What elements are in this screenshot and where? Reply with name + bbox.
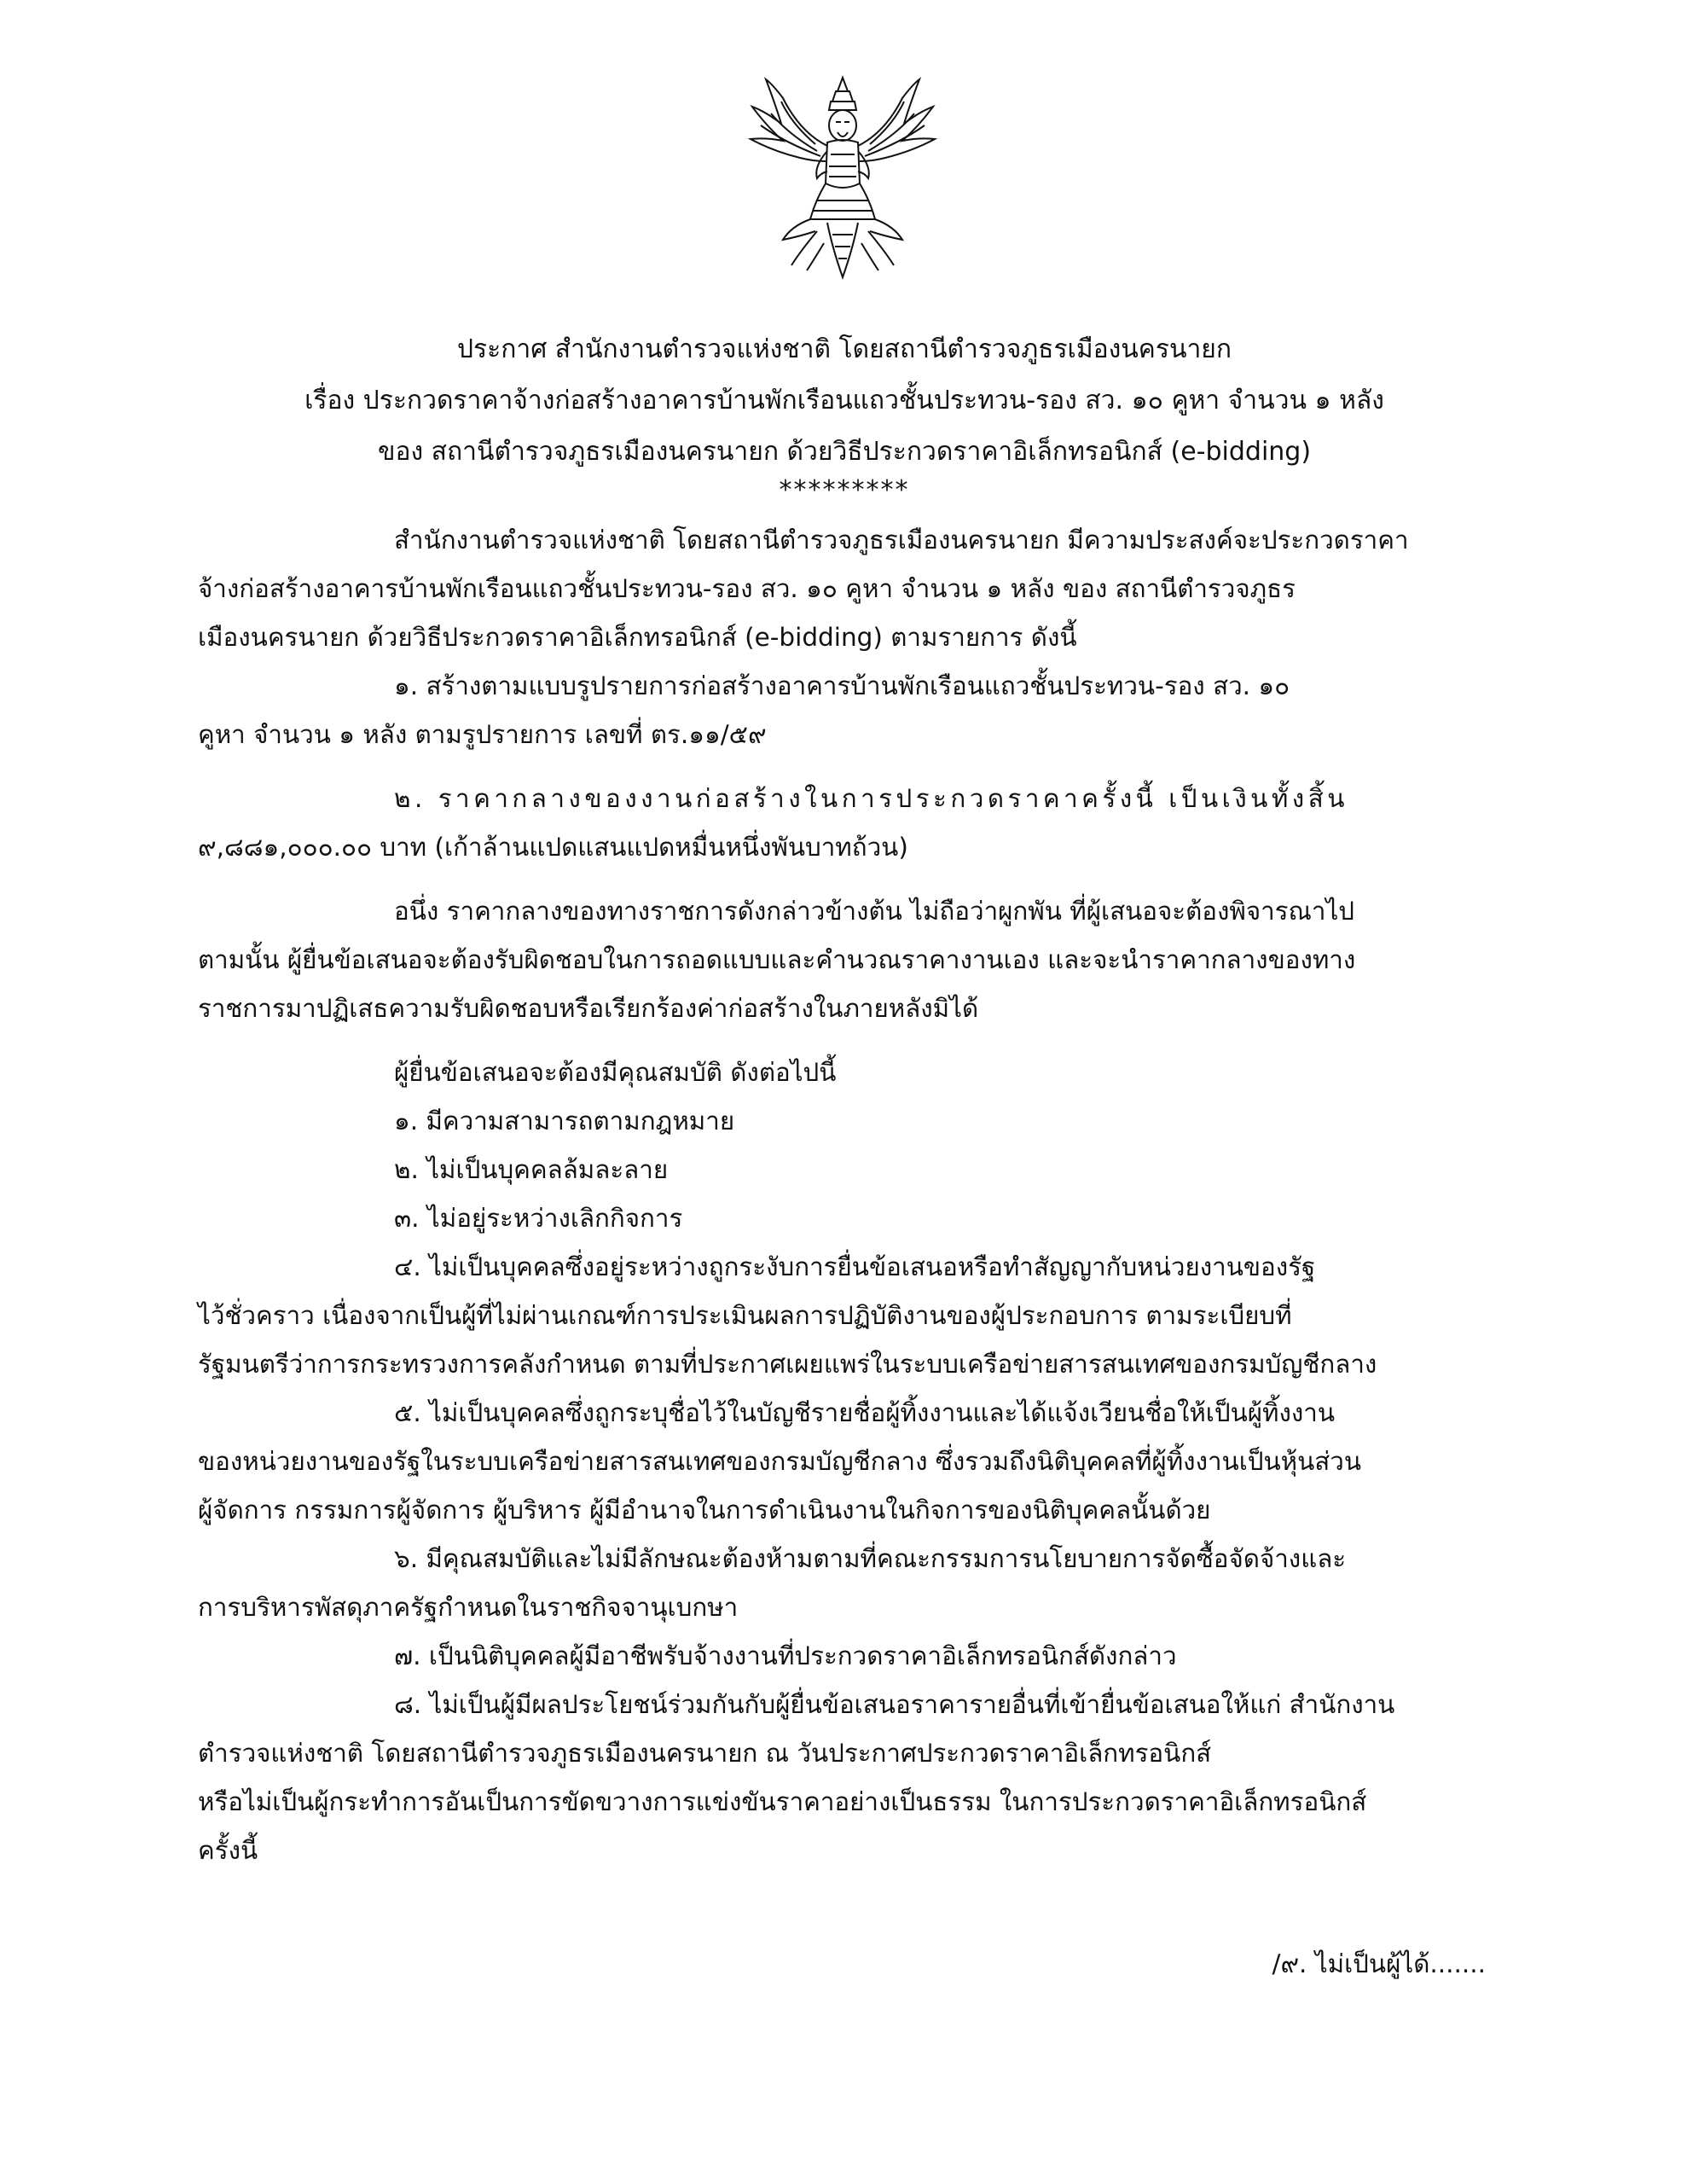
intro-line-3: เมืองนครนายก ด้วยวิธีประกวดราคาอิเล็กทรอนิกส์ (e-bidding) ตามรายการ ดังนี้ bbox=[198, 623, 1077, 652]
announcement-body bbox=[198, 516, 1487, 1875]
qualification-6-line-2: การบริหารพัสดุภาครัฐกำหนดในราชกิจจานุเบกษา bbox=[198, 1593, 739, 1622]
qualification-8-line-4: ครั้งนี้ bbox=[198, 1836, 258, 1865]
qualification-6-line-1: ๖. มีคุณสมบัติและไม่มีลักษณะต้องห้ามตามที่คณะกรรมการนโยบายการจัดซื้อจัดจ้างและ bbox=[394, 1544, 1347, 1573]
qualification-3: ๓. ไม่อยู่ระหว่างเลิกกิจการ bbox=[394, 1204, 683, 1233]
note-line-3: ราชการมาปฏิเสธความรับผิดชอบหรือเรียกร้องค่าก่อสร้างในภายหลังมิได้ bbox=[198, 994, 979, 1023]
qualification-8-line-2: ตำรวจแห่งชาติ โดยสถานีตำรวจภูธรเมืองนครนายก ณ วันประกาศประกวดราคาอิเล็กทรอนิกส์ bbox=[198, 1739, 1212, 1768]
qualification-1: ๑. มีความสามารถตามกฎหมาย bbox=[394, 1107, 735, 1136]
qualification-8-line-1: ๘. ไม่เป็นผู้มีผลประโยชน์ร่วมกันกับผู้ยื่นข้อเสนอราคารายอื่นที่เข้ายื่นข้อเสนอให้แก่ สำนักงาน bbox=[394, 1690, 1395, 1719]
title-separator: ********* bbox=[779, 475, 910, 505]
qualification-2: ๒. ไม่เป็นบุคคลล้มละลาย bbox=[394, 1155, 669, 1184]
intro-line-2: จ้างก่อสร้างอาคารบ้านพักเรือนแถวชั้นประทวน-รอง สว. ๑๐ คูหา จำนวน ๑ หลัง ของ สถานีตำรวจภูธร bbox=[198, 574, 1296, 603]
qualification-8-line-3: หรือไม่เป็นผู้กระทำการอันเป็นการขัดขวางการแข่งขันราคาอย่างเป็นธรรม ในการประกวดราคาอิเล็กทรอนิกส์ bbox=[198, 1787, 1367, 1816]
qualification-4-line-3: รัฐมนตรีว่าการกระทรวงการคลังกำหนด ตามที่ประกาศเผยแพร่ในระบบเครือข่ายสารสนเทศของกรมบัญชีกลาง bbox=[198, 1350, 1377, 1379]
title-line-3: ของ สถานีตำรวจภูธรเมืองนครนายก ด้วยวิธีประกวดราคาอิเล็กทรอนิกส์ (e-bidding) bbox=[377, 437, 1312, 467]
announcement-title bbox=[188, 324, 1501, 503]
intro-line-1: สำนักงานตำรวจแห่งชาติ โดยสถานีตำรวจภูธรเมืองนครนายก มีความประสงค์จะประกวดราคา bbox=[394, 526, 1409, 555]
title-line-2: เรื่อง ประกวดราคาจ้างก่อสร้างอาคารบ้านพักเรือนแถวชั้นประทวน-รอง สว. ๑๐ คูหา จำนวน ๑ หลัง bbox=[304, 386, 1384, 415]
garuda-emblem-icon bbox=[732, 73, 954, 286]
qualification-5-line-1: ๕. ไม่เป็นบุคคลซึ่งถูกระบุชื่อไว้ในบัญชีรายชื่อผู้ทิ้งงานและได้แจ้งเวียนชื่อให้เป็นผู้ทิ้งงาน bbox=[394, 1398, 1336, 1427]
qualification-4-line-1: ๔. ไม่เป็นบุคคลซึ่งอยู่ระหว่างถูกระงับการยื่นข้อเสนอหรือทำสัญญากับหน่วยงานของรัฐ bbox=[394, 1252, 1316, 1281]
title-line-1: ประกาศ สำนักงานตำรวจแห่งชาติ โดยสถานีตำรวจภูธรเมืองนครนายก bbox=[456, 334, 1232, 364]
qualification-5-line-2: ของหน่วยงานของรัฐในระบบเครือข่ายสารสนเทศของกรมบัญชีกลาง ซึ่งรวมถึงนิติบุคคลที่ผู้ทิ้งงานเป็นหุ้นส่วน bbox=[198, 1447, 1362, 1476]
qualification-5-line-3: ผู้จัดการ กรรมการผู้จัดการ ผู้บริหาร ผู้มีอำนาจในการดำเนินงานในกิจการของนิติบุคคลนั้นด้วย bbox=[198, 1496, 1211, 1525]
item-2-line-1: ๒. ราคากลางของงานก่อสร้างในการประกวดราคาครั้งนี้ เป็นเงินทั้งสิ้น bbox=[394, 784, 1348, 813]
note-line-1: อนึ่ง ราคากลางของทางราชการดังกล่าวข้างต้น ไม่ถือว่าผูกพัน ที่ผู้เสนอจะต้องพิจารณาไป bbox=[394, 897, 1355, 926]
item-1-line-2: คูหา จำนวน ๑ หลัง ตามรูปรายการ เลขที่ ตร.๑๑/๕๙ bbox=[198, 720, 767, 749]
qualification-7: ๗. เป็นนิติบุคคลผู้มีอาชีพรับจ้างงานที่ประกวดราคาอิเล็กทรอนิกส์ดังกล่าว bbox=[394, 1641, 1177, 1670]
qualification-4-line-2: ไว้ชั่วคราว เนื่องจากเป็นผู้ที่ไม่ผ่านเกณฑ์การประเมินผลการปฏิบัติงานของผู้ประกอบการ ตามระเบียบที่ bbox=[198, 1301, 1292, 1330]
page-continuation: /๙. ไม่เป็นผู้ได้....... bbox=[1272, 1949, 1486, 1978]
item-2-line-2: ๙,๘๘๑,๐๐๐.๐๐ บาท (เก้าล้านแปดแสนแปดหมื่นหนึ่งพันบาทถ้วน) bbox=[198, 833, 908, 862]
note-line-2: ตามนั้น ผู้ยื่นข้อเสนอจะต้องรับผิดชอบในการถอดแบบและคำนวณราคางานเอง และจะนำราคากลางของทาง bbox=[198, 945, 1356, 974]
item-1-line-1: ๑. สร้างตามแบบรูปรายการก่อสร้างอาคารบ้านพักเรือนแถวชั้นประทวน-รอง สว. ๑๐ bbox=[394, 671, 1290, 700]
qualifications-heading: ผู้ยื่นข้อเสนอจะต้องมีคุณสมบัติ ดังต่อไปนี้ bbox=[394, 1058, 837, 1087]
